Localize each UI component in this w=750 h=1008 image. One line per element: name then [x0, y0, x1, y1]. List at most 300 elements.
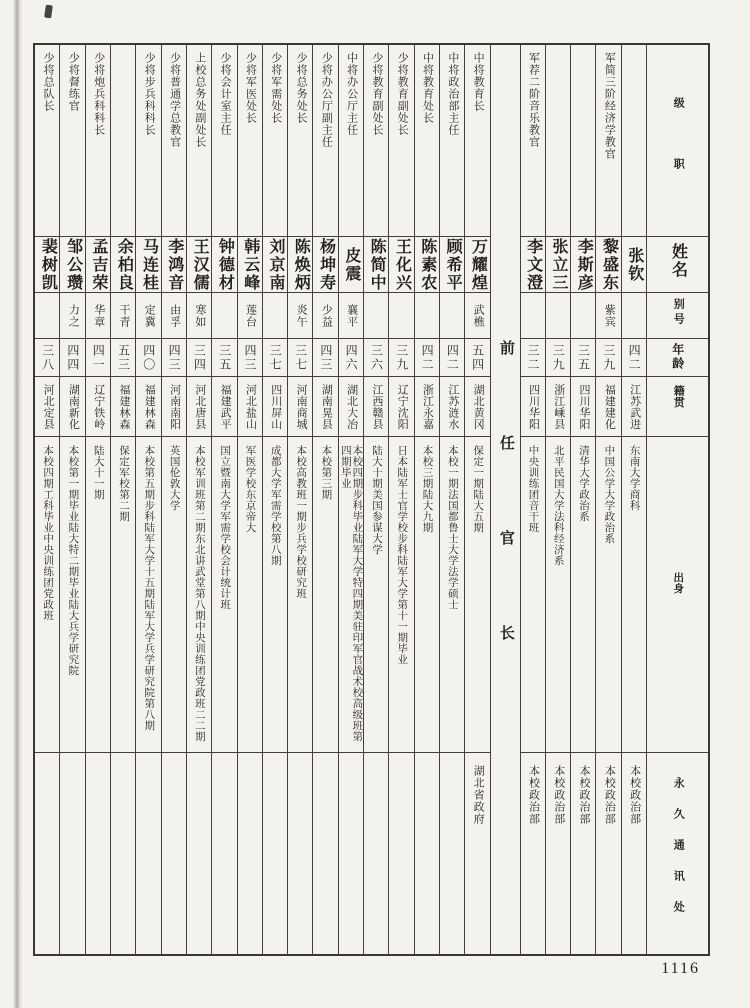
- person-column: [439, 45, 464, 954]
- address-cell: [571, 753, 595, 954]
- rank-text: 少将办公厅副主任: [320, 52, 333, 148]
- rank-text: 少将军医处长: [244, 52, 257, 124]
- name-cell: [440, 237, 464, 293]
- native-cell: [596, 377, 620, 437]
- rank-text: 少将炮兵科科长: [92, 52, 105, 136]
- page-number: 1116: [661, 960, 700, 977]
- native-cell: [162, 377, 186, 437]
- header-name-cell: [647, 237, 708, 293]
- hao-text: 紫宾: [603, 303, 616, 328]
- hao-cell: [111, 293, 135, 339]
- scan-ink-mark: [44, 5, 53, 19]
- origin-cell: [288, 437, 312, 753]
- address-cell: [111, 753, 135, 954]
- rank-cell: [263, 45, 287, 237]
- age-text: 三七: [268, 343, 283, 372]
- origin-text: 本校一期法国都鲁士大学法学硕士: [446, 445, 458, 610]
- name-text: 张钦: [625, 246, 643, 283]
- rank-cell: [212, 45, 236, 237]
- native-cell: [465, 377, 489, 437]
- address-cell: [60, 753, 84, 954]
- native-text: 湖南晃县: [320, 383, 333, 430]
- person-column: [621, 45, 646, 954]
- name-cell: [313, 237, 337, 293]
- address-cell: [415, 753, 439, 954]
- age-text: 三四: [192, 343, 207, 372]
- header-hao-cell: [647, 293, 708, 339]
- rank-cell: [465, 45, 489, 237]
- section-label-column: [490, 45, 520, 954]
- hao-cell: [86, 293, 110, 339]
- origin-text: 保定军校第二期: [117, 445, 129, 522]
- section-label: 前任官长: [497, 340, 514, 720]
- origin-cell: [415, 437, 439, 753]
- hao-cell: [136, 293, 160, 339]
- origin-text: 本校高教班一期步兵学校研究班: [295, 445, 307, 599]
- origin-text: 陆大十一期: [92, 445, 104, 500]
- origin-text: 本校第五期步科陆军大学十五期陆军大学兵学研究院第八期: [143, 445, 155, 731]
- name-text: 皮震: [342, 246, 360, 283]
- hao-cell: [389, 293, 413, 339]
- age-text: 四三: [242, 343, 257, 372]
- name-text: 余柏良: [115, 237, 133, 292]
- rank-text: 中将教育长: [472, 52, 485, 112]
- rank-cell: [596, 45, 620, 237]
- name-cell: [622, 237, 646, 293]
- rank-cell: [162, 45, 186, 237]
- native-text: 江西赣县: [370, 383, 383, 430]
- origin-text: 本校第三期: [320, 445, 332, 500]
- origin-cell: [35, 437, 59, 753]
- scan-edge-artifact: [13, 0, 23, 1008]
- name-cell: [111, 237, 135, 293]
- name-text: 万耀煌: [469, 237, 487, 292]
- native-text: 河南商城: [295, 383, 308, 430]
- native-cell: [187, 377, 211, 437]
- name-cell: [521, 237, 545, 293]
- native-cell: [571, 377, 595, 437]
- native-text: 河北定县: [42, 383, 55, 430]
- age-text: 三五: [576, 343, 591, 372]
- rank-text: 少将会计室主任: [219, 52, 232, 136]
- native-text: 江苏武进: [628, 383, 641, 430]
- native-text: 福建林森: [117, 383, 130, 430]
- name-cell: [288, 237, 312, 293]
- rank-cell: [415, 45, 439, 237]
- name-text: 钟德材: [216, 237, 234, 292]
- person-column: [388, 45, 413, 954]
- native-text: 湖南新化: [67, 383, 80, 430]
- hao-text: 襄平: [345, 303, 358, 328]
- native-text: 江苏涟水: [446, 383, 459, 430]
- address-cell: [622, 753, 646, 954]
- address-cell: [465, 753, 489, 954]
- hao-cell: [187, 293, 211, 339]
- native-cell: [339, 377, 363, 437]
- rank-cell: [136, 45, 160, 237]
- native-cell: [111, 377, 135, 437]
- age-text: 四三: [318, 343, 333, 372]
- hao-cell: [162, 293, 186, 339]
- origin-text: 陆大十期美国参谋大学: [370, 445, 382, 555]
- name-cell: [339, 237, 363, 293]
- hao-text: 寒如: [193, 303, 206, 328]
- hao-cell: [465, 293, 489, 339]
- native-text: 河北盐山: [244, 383, 257, 430]
- rank-cell: [288, 45, 312, 237]
- address-text: 本校政治部: [552, 765, 565, 825]
- name-cell: [596, 237, 620, 293]
- age-text: 三七: [293, 343, 308, 372]
- header-origin-cell: [647, 437, 708, 753]
- age-cell: [596, 339, 620, 377]
- age-cell: [238, 339, 262, 377]
- rank-text: 少将步兵科科长: [143, 52, 156, 136]
- hao-text: 干青: [117, 303, 130, 328]
- origin-text: 英国伦敦大学: [168, 445, 180, 511]
- hao-cell: [364, 293, 388, 339]
- origin-cell: [389, 437, 413, 753]
- native-cell: [288, 377, 312, 437]
- address-cell: [596, 753, 620, 954]
- native-text: 四川屏山: [269, 383, 282, 430]
- person-column: [211, 45, 236, 954]
- address-text: 本校政治部: [603, 765, 616, 825]
- native-text: 福建武平: [219, 383, 232, 430]
- hao-text: 由孚: [168, 303, 181, 328]
- address-cell: [212, 753, 236, 954]
- person-column: [85, 45, 110, 954]
- native-cell: [389, 377, 413, 437]
- name-text: 李斯彦: [575, 237, 593, 292]
- hao-cell: [415, 293, 439, 339]
- hao-cell: [212, 293, 236, 339]
- name-text: 马连桂: [140, 237, 158, 292]
- hao-cell: [263, 293, 287, 339]
- hao-text: 少益: [320, 303, 333, 328]
- address-cell: [238, 753, 262, 954]
- header-hao-label: 别号: [672, 298, 685, 328]
- rank-text: 少将督练官: [67, 52, 80, 112]
- native-text: 河南南阳: [168, 383, 181, 430]
- person-column: [363, 45, 388, 954]
- age-text: 三九: [601, 343, 616, 372]
- rank-text: 中将教育处长: [421, 52, 434, 124]
- address-cell: [136, 753, 160, 954]
- name-cell: [238, 237, 262, 293]
- person-column: [520, 45, 545, 954]
- rank-cell: [35, 45, 59, 237]
- header-name-label: 姓名: [669, 243, 687, 279]
- address-cell: [313, 753, 337, 954]
- name-text: 刘京南: [266, 237, 284, 292]
- hao-cell: [60, 293, 84, 339]
- person-column: [464, 45, 489, 954]
- hao-cell: [313, 293, 337, 339]
- name-text: 李鸿音: [165, 237, 183, 292]
- origin-cell: [440, 437, 464, 753]
- native-cell: [521, 377, 545, 437]
- name-cell: [465, 237, 489, 293]
- native-cell: [313, 377, 337, 437]
- age-cell: [571, 339, 595, 377]
- address-cell: [35, 753, 59, 954]
- native-text: 四川华阳: [527, 383, 540, 430]
- age-cell: [313, 339, 337, 377]
- rank-text: 少将军需处长: [269, 52, 282, 124]
- rank-cell: [187, 45, 211, 237]
- header-address-label: 永久通讯处: [672, 777, 685, 932]
- rank-cell: [389, 45, 413, 237]
- name-cell: [60, 237, 84, 293]
- native-cell: [622, 377, 646, 437]
- hao-cell: [571, 293, 595, 339]
- origin-text: 本校四期工科毕业中央训练团党政班: [42, 445, 54, 621]
- rank-cell: [440, 45, 464, 237]
- native-cell: [263, 377, 287, 437]
- age-cell: [339, 339, 363, 377]
- name-text: 黎盛东: [600, 237, 618, 292]
- native-cell: [364, 377, 388, 437]
- age-text: 四二: [420, 343, 435, 372]
- hao-cell: [238, 293, 262, 339]
- origin-cell: [465, 437, 489, 753]
- age-cell: [622, 339, 646, 377]
- age-text: 三六: [369, 343, 384, 372]
- rank-cell: [60, 45, 84, 237]
- address-cell: [187, 753, 211, 954]
- native-cell: [238, 377, 262, 437]
- native-text: 四川华阳: [578, 383, 591, 430]
- header-age-cell: [647, 339, 708, 377]
- origin-text: 成都大学军需学校第八期: [269, 445, 281, 566]
- address-cell: [546, 753, 570, 954]
- hao-cell: [440, 293, 464, 339]
- rank-text: 少将教育副处长: [396, 52, 409, 136]
- hao-text: 力之: [67, 303, 80, 328]
- header-native-cell: [647, 377, 708, 437]
- rank-text: 中将办公厅主任: [345, 52, 358, 136]
- rank-cell: [86, 45, 110, 237]
- name-cell: [187, 237, 211, 293]
- name-text: 张立三: [549, 237, 567, 292]
- age-cell: [111, 339, 135, 377]
- age-text: 四四: [65, 343, 80, 372]
- origin-cell: [596, 437, 620, 753]
- hao-cell: [35, 293, 59, 339]
- origin-text: 本校第一期毕业陆大特二期毕业陆大兵学研究院: [67, 445, 79, 676]
- address-cell: [288, 753, 312, 954]
- age-cell: [136, 339, 160, 377]
- address-cell: [440, 753, 464, 954]
- rank-cell: [339, 45, 363, 237]
- origin-text: 清华大学政治系: [578, 445, 590, 522]
- origin-text: 中国公学大学政治系: [603, 445, 615, 544]
- age-text: 三九: [394, 343, 409, 372]
- name-text: 陈焕炳: [292, 237, 310, 292]
- person-column: [59, 45, 84, 954]
- person-column: [570, 45, 595, 954]
- age-cell: [288, 339, 312, 377]
- age-cell: [364, 339, 388, 377]
- age-cell: [440, 339, 464, 377]
- origin-cell: [212, 437, 236, 753]
- name-cell: [162, 237, 186, 293]
- native-cell: [60, 377, 84, 437]
- origin-text: 本校四期步科毕业陆军大学特四期美驻印军官战术校高级班第四期毕业: [339, 445, 363, 742]
- age-text: 三八: [40, 343, 55, 372]
- origin-cell: [162, 437, 186, 753]
- origin-text: 中央训练团音干班: [527, 445, 539, 533]
- age-text: 四一: [91, 343, 106, 372]
- name-text: 王汉儒: [191, 237, 209, 292]
- native-cell: [136, 377, 160, 437]
- age-cell: [546, 339, 570, 377]
- name-cell: [35, 237, 59, 293]
- native-text: 福建建化: [603, 383, 616, 430]
- age-cell: [187, 339, 211, 377]
- address-cell: [521, 753, 545, 954]
- rank-cell: [546, 45, 570, 237]
- hao-cell: [339, 293, 363, 339]
- native-text: 辽宁沈阳: [396, 383, 409, 430]
- name-text: 李文澄: [524, 237, 542, 292]
- person-column: [545, 45, 570, 954]
- name-cell: [415, 237, 439, 293]
- hao-text: 华章: [92, 303, 105, 328]
- age-cell: [35, 339, 59, 377]
- origin-text: 军医学校东京帝大: [244, 445, 256, 533]
- name-cell: [212, 237, 236, 293]
- name-cell: [263, 237, 287, 293]
- rank-cell: [521, 45, 545, 237]
- age-cell: [263, 339, 287, 377]
- header-rank-label: 级职: [672, 97, 685, 219]
- native-text: 河北唐县: [193, 383, 206, 430]
- rank-cell: [622, 45, 646, 237]
- age-text: 四六: [344, 343, 359, 372]
- name-cell: [364, 237, 388, 293]
- header-address-cell: [647, 753, 708, 954]
- address-cell: [339, 753, 363, 954]
- age-text: 五三: [116, 343, 131, 372]
- rank-text: 少将普通学总教官: [168, 52, 181, 148]
- age-cell: [212, 339, 236, 377]
- name-text: 陈简中: [368, 237, 386, 292]
- person-column: [312, 45, 337, 954]
- age-text: 四二: [445, 343, 460, 372]
- header-native-label: 籍贯: [672, 385, 685, 408]
- native-text: 湖北大冶: [345, 383, 358, 430]
- age-text: 四二: [627, 343, 642, 372]
- header-origin-label: 出身: [672, 572, 684, 594]
- hao-cell: [521, 293, 545, 339]
- header-age-label: 年龄: [670, 343, 685, 371]
- rank-text: 少将总务处长: [295, 52, 308, 124]
- origin-cell: [364, 437, 388, 753]
- rank-cell: [571, 45, 595, 237]
- hao-text: 莲台: [244, 303, 257, 328]
- origin-cell: [111, 437, 135, 753]
- name-text: 陈素农: [418, 237, 436, 292]
- origin-text: 本校三期陆大九期: [421, 445, 433, 533]
- name-cell: [571, 237, 595, 293]
- age-text: 四〇: [141, 343, 156, 372]
- age-text: 三九: [551, 343, 566, 372]
- rank-text: 军简三阶经济学教官: [603, 52, 616, 160]
- name-cell: [389, 237, 413, 293]
- person-column: [237, 45, 262, 954]
- roster-table: [33, 43, 710, 956]
- person-column: [414, 45, 439, 954]
- name-cell: [546, 237, 570, 293]
- rank-cell: [364, 45, 388, 237]
- age-text: 三五: [217, 343, 232, 372]
- native-cell: [415, 377, 439, 437]
- address-text: 本校政治部: [578, 765, 591, 825]
- origin-cell: [339, 437, 363, 753]
- origin-cell: [313, 437, 337, 753]
- address-cell: [389, 753, 413, 954]
- age-cell: [521, 339, 545, 377]
- origin-cell: [521, 437, 545, 753]
- rank-text: 军荐二阶音乐教官: [527, 52, 540, 148]
- address-cell: [162, 753, 186, 954]
- name-text: 杨坤寿: [317, 237, 335, 292]
- address-cell: [364, 753, 388, 954]
- address-text: 本校政治部: [527, 765, 540, 825]
- origin-text: 东南大学商科: [628, 445, 640, 511]
- rank-text: 少将总队长: [42, 52, 55, 112]
- origin-cell: [238, 437, 262, 753]
- age-cell: [389, 339, 413, 377]
- rank-cell: [238, 45, 262, 237]
- name-text: 韩云峰: [241, 237, 259, 292]
- native-text: 浙江永嘉: [421, 383, 434, 430]
- origin-cell: [86, 437, 110, 753]
- rank-text: 中将政治部主任: [446, 52, 459, 136]
- hao-text: 武樵: [472, 303, 485, 328]
- rank-cell: [313, 45, 337, 237]
- age-cell: [60, 339, 84, 377]
- hao-text: 定冀: [143, 303, 156, 328]
- origin-text: 本校军训班第二期东北讲武堂第八期中央训练团党政班二二期: [193, 445, 205, 742]
- hao-text: 炎午: [295, 303, 308, 328]
- origin-cell: [546, 437, 570, 753]
- rank-text: 少将教育副处长: [370, 52, 383, 136]
- person-column: [338, 45, 363, 954]
- origin-cell: [60, 437, 84, 753]
- native-text: 辽宁铁岭: [92, 383, 105, 430]
- native-text: 浙江嵊县: [552, 383, 565, 430]
- origin-text: 国立暨南大学军需学校会计统计班: [219, 445, 231, 610]
- name-text: 孟吉荣: [89, 237, 107, 292]
- name-text: 邹公瓒: [64, 237, 82, 292]
- rank-cell: [111, 45, 135, 237]
- age-text: 四三: [167, 343, 182, 372]
- origin-text: 保定一期陆大五期: [472, 445, 484, 533]
- rank-text: 上校总务处副处长: [193, 52, 206, 148]
- native-cell: [546, 377, 570, 437]
- native-cell: [212, 377, 236, 437]
- native-text: 湖北黄冈: [472, 383, 485, 430]
- header-column: [646, 45, 708, 954]
- origin-cell: [571, 437, 595, 753]
- address-cell: [86, 753, 110, 954]
- person-column: [35, 45, 59, 954]
- native-cell: [440, 377, 464, 437]
- hao-cell: [546, 293, 570, 339]
